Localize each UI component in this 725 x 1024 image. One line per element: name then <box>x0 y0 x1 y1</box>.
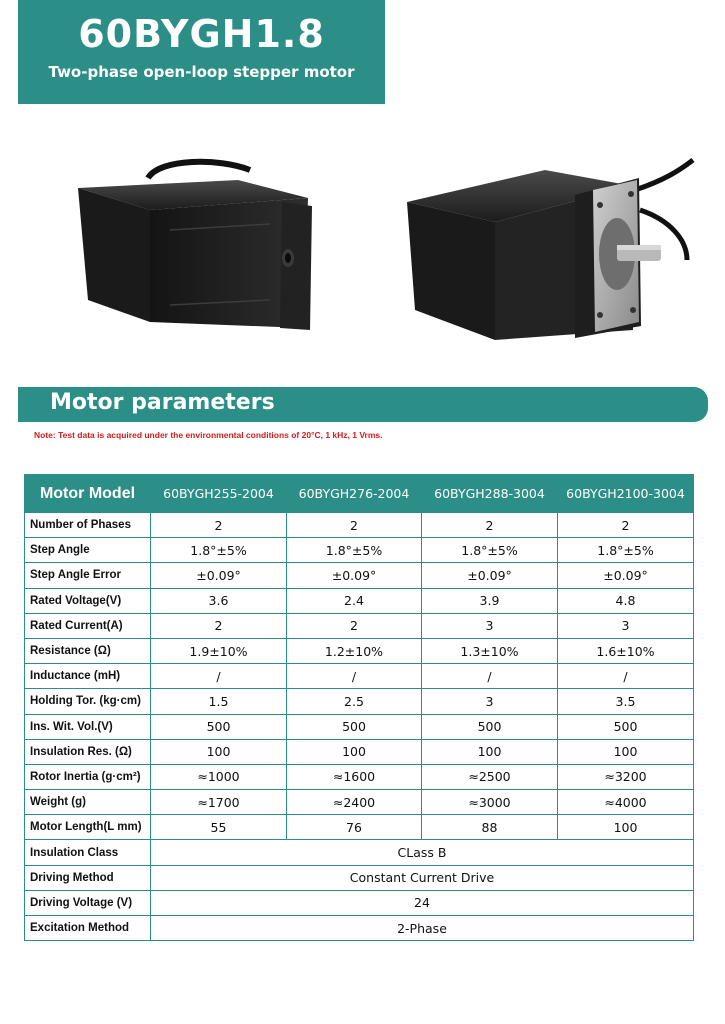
motor-parameters-table <box>24 474 694 941</box>
table-cell: 2 <box>558 513 694 538</box>
row-label: Rotor Inertia (g·cm²) <box>25 764 151 789</box>
column-header-model: 60BYGH2100-3004 <box>558 475 694 513</box>
table-cell: 500 <box>151 714 287 739</box>
table-cell: 100 <box>151 739 287 764</box>
table-row <box>25 689 694 714</box>
table-cell: 500 <box>422 714 558 739</box>
table-cell: 4.8 <box>558 588 694 613</box>
table-row <box>25 764 694 789</box>
table-row <box>25 664 694 689</box>
motor-side-photo <box>70 150 330 350</box>
table-cell: 2 <box>422 513 558 538</box>
table-cell: / <box>151 664 287 689</box>
row-label: Rated Voltage(V) <box>25 588 151 613</box>
row-label: Driving Voltage (V) <box>25 890 151 915</box>
table-row <box>25 815 694 840</box>
row-label: Excitation Method <box>25 916 151 941</box>
table-cell: 1.9±10% <box>151 638 287 663</box>
table-cell: ±0.09° <box>558 563 694 588</box>
row-label: Step Angle <box>25 538 151 563</box>
table-row-merged <box>25 916 694 941</box>
row-label: Number of Phases <box>25 513 151 538</box>
table-cell: 1.6±10% <box>558 638 694 663</box>
table-cell: 2.5 <box>287 689 422 714</box>
section-title: Motor parameters <box>50 390 275 415</box>
table-row <box>25 538 694 563</box>
table-cell: 76 <box>287 815 422 840</box>
table-cell: 1.3±10% <box>422 638 558 663</box>
title-banner <box>18 0 385 104</box>
column-header-model: 60BYGH255-2004 <box>151 475 287 513</box>
row-label: Weight (g) <box>25 790 151 815</box>
table-cell: 3.6 <box>151 588 287 613</box>
table-row <box>25 588 694 613</box>
table-cell: ≈3200 <box>558 764 694 789</box>
table-cell: / <box>422 664 558 689</box>
table-cell: 3 <box>558 613 694 638</box>
table-cell: ±0.09° <box>422 563 558 588</box>
table-row-merged <box>25 890 694 915</box>
column-header-model: 60BYGH288-3004 <box>422 475 558 513</box>
row-label: Motor Length(L mm) <box>25 815 151 840</box>
table-row <box>25 613 694 638</box>
row-label: Driving Method <box>25 865 151 890</box>
table-cell: 100 <box>287 739 422 764</box>
table-cell: ±0.09° <box>287 563 422 588</box>
header-row <box>25 475 694 513</box>
table-cell: 3 <box>422 689 558 714</box>
table-cell-merged: CLass B <box>151 840 694 865</box>
table-cell: 1.8°±5% <box>287 538 422 563</box>
column-header-model: 60BYGH276-2004 <box>287 475 422 513</box>
table-cell: 2.4 <box>287 588 422 613</box>
table-cell: 3 <box>422 613 558 638</box>
test-conditions-note: Note: Test data is acquired under the environmental conditions of 20°C, 1 kHz, 1 Vrms. <box>34 430 383 440</box>
row-label: Insulation Class <box>25 840 151 865</box>
table-cell: 1.5 <box>151 689 287 714</box>
row-label: Ins. Wit. Vol.(V) <box>25 714 151 739</box>
table-row <box>25 739 694 764</box>
table-cell: ≈4000 <box>558 790 694 815</box>
row-label: Resistance (Ω) <box>25 638 151 663</box>
table-cell: 55 <box>151 815 287 840</box>
table-cell: ≈1700 <box>151 790 287 815</box>
table-cell: 1.8°±5% <box>151 538 287 563</box>
table-cell: 1.2±10% <box>287 638 422 663</box>
table-cell-merged: 2-Phase <box>151 916 694 941</box>
table-cell: 2 <box>287 613 422 638</box>
table-cell: 500 <box>287 714 422 739</box>
table-cell: ≈1000 <box>151 764 287 789</box>
table-cell-merged: 24 <box>151 890 694 915</box>
table-cell: ≈2500 <box>422 764 558 789</box>
table-cell-merged: Constant Current Drive <box>151 865 694 890</box>
row-label: Insulation Res. (Ω) <box>25 739 151 764</box>
table-cell: 88 <box>422 815 558 840</box>
table-row <box>25 714 694 739</box>
product-subtitle: Two-phase open-loop stepper motor <box>48 63 355 81</box>
table-row-merged <box>25 840 694 865</box>
column-header-label: Motor Model <box>25 475 151 513</box>
row-label: Holding Tor. (kg·cm) <box>25 689 151 714</box>
table-row <box>25 513 694 538</box>
table-cell: ±0.09° <box>151 563 287 588</box>
table-cell: 3.9 <box>422 588 558 613</box>
table-cell: / <box>558 664 694 689</box>
table-body <box>25 513 694 941</box>
table-row-merged <box>25 865 694 890</box>
motor-shaft-photo <box>395 150 695 350</box>
row-label: Rated Current(A) <box>25 613 151 638</box>
table-row <box>25 790 694 815</box>
table-header <box>25 475 694 513</box>
table-cell: ≈2400 <box>287 790 422 815</box>
table-cell: / <box>287 664 422 689</box>
table-cell: 1.8°±5% <box>558 538 694 563</box>
table-cell: 100 <box>558 815 694 840</box>
section-header <box>18 387 708 422</box>
table-cell: 2 <box>151 513 287 538</box>
table-cell: 1.8°±5% <box>422 538 558 563</box>
table-row <box>25 638 694 663</box>
table-cell: 2 <box>287 513 422 538</box>
product-title: 60BYGH1.8 <box>78 12 325 56</box>
table-cell: 2 <box>151 613 287 638</box>
table-cell: ≈3000 <box>422 790 558 815</box>
table-cell: ≈1600 <box>287 764 422 789</box>
row-label: Inductance (mH) <box>25 664 151 689</box>
row-label: Step Angle Error <box>25 563 151 588</box>
table-cell: 500 <box>558 714 694 739</box>
table-row <box>25 563 694 588</box>
table-cell: 3.5 <box>558 689 694 714</box>
table-cell: 100 <box>422 739 558 764</box>
table-cell: 100 <box>558 739 694 764</box>
